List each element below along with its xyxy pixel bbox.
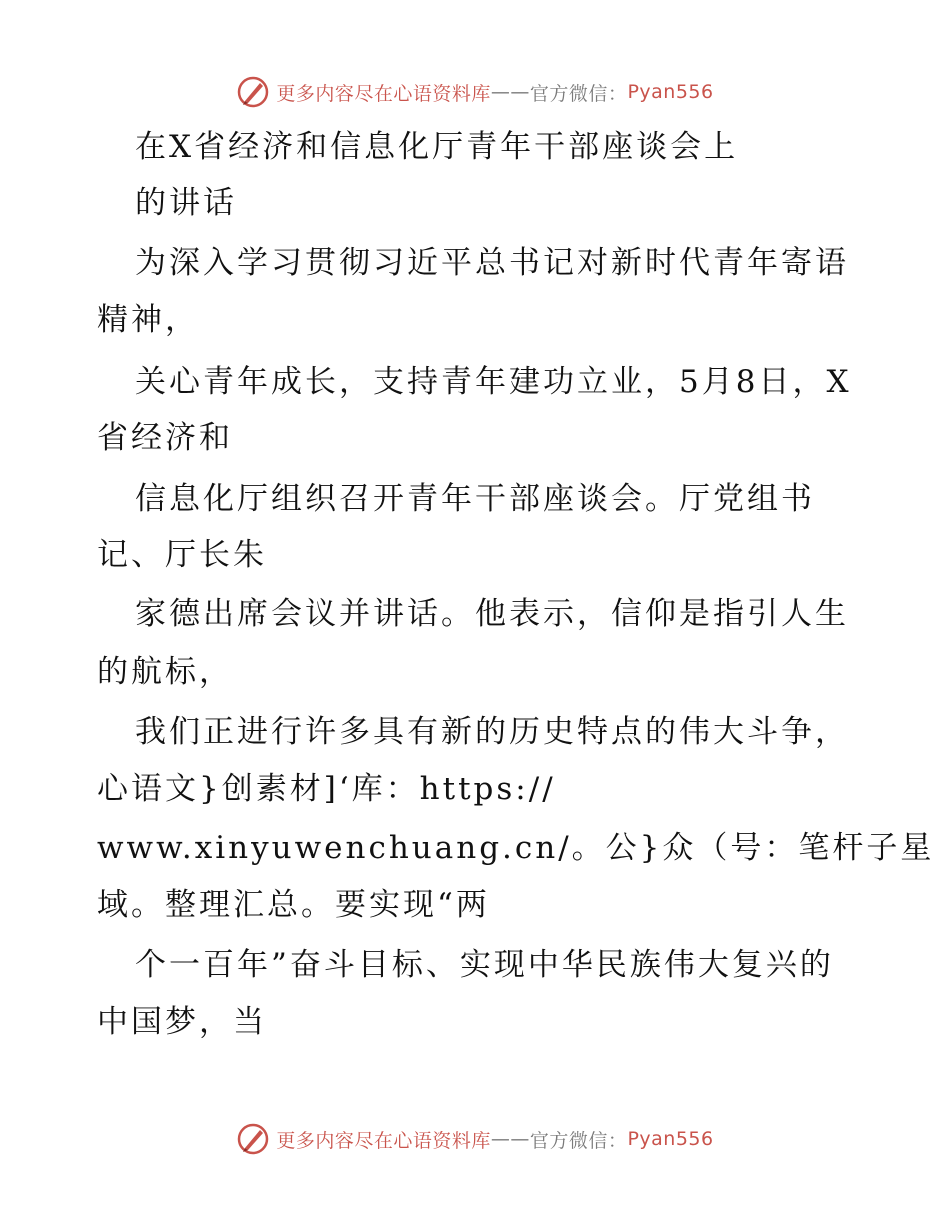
text-line: 为深入学习贯彻习近平总书记对新时代青年寄语 [135, 245, 849, 281]
text-line: 关心青年成长，支持青年建功立业，5月8日，X [135, 364, 852, 400]
watermark-separator: —— [490, 81, 530, 103]
watermark-separator: —— [490, 1128, 530, 1150]
text-line: www.xinyuwenchuang.cn/。公}众（号：笔杆子星 [97, 830, 935, 866]
text-line: 省经济和 [97, 420, 233, 456]
text-line: 域。整理汇总。要实现“两 [97, 887, 490, 923]
watermark-official-label: 官方微信： [529, 1129, 628, 1152]
text-line: 我们正进行许多具有新的历史特点的伟大斗争， [135, 714, 849, 750]
quill-pen-icon [236, 75, 270, 109]
header-watermark [0, 72, 950, 112]
title-line-1: 在X省经济和信息化厅青年干部座谈会上 [135, 129, 739, 165]
text-line: 记、厅长朱 [97, 537, 267, 573]
text-line: 家德出席会议并讲话。他表示，信仰是指引人生 [135, 596, 849, 632]
title-line-2: 的讲话 [135, 185, 237, 221]
text-line: 信息化厅组织召开青年干部座谈会。厅党组书 [135, 481, 815, 517]
quill-pen-icon [236, 1122, 270, 1156]
watermark-account: Pyan556 [627, 81, 714, 103]
text-line: 心语文}创素材]‘库：https:// [97, 771, 556, 807]
footer-watermark [0, 1119, 950, 1159]
watermark-site-text: 更多内容尽在心语资料库 [276, 1129, 491, 1152]
watermark-site-text: 更多内容尽在心语资料库 [276, 82, 491, 105]
watermark-official-label: 官方微信： [529, 82, 628, 105]
watermark-account: Pyan556 [627, 1128, 714, 1150]
text-line: 精神， [97, 302, 199, 338]
text-line: 个一百年”奋斗目标、实现中华民族伟大复兴的 [135, 947, 834, 983]
text-line: 中国梦，当 [97, 1004, 267, 1040]
text-line: 的航标， [97, 654, 233, 690]
